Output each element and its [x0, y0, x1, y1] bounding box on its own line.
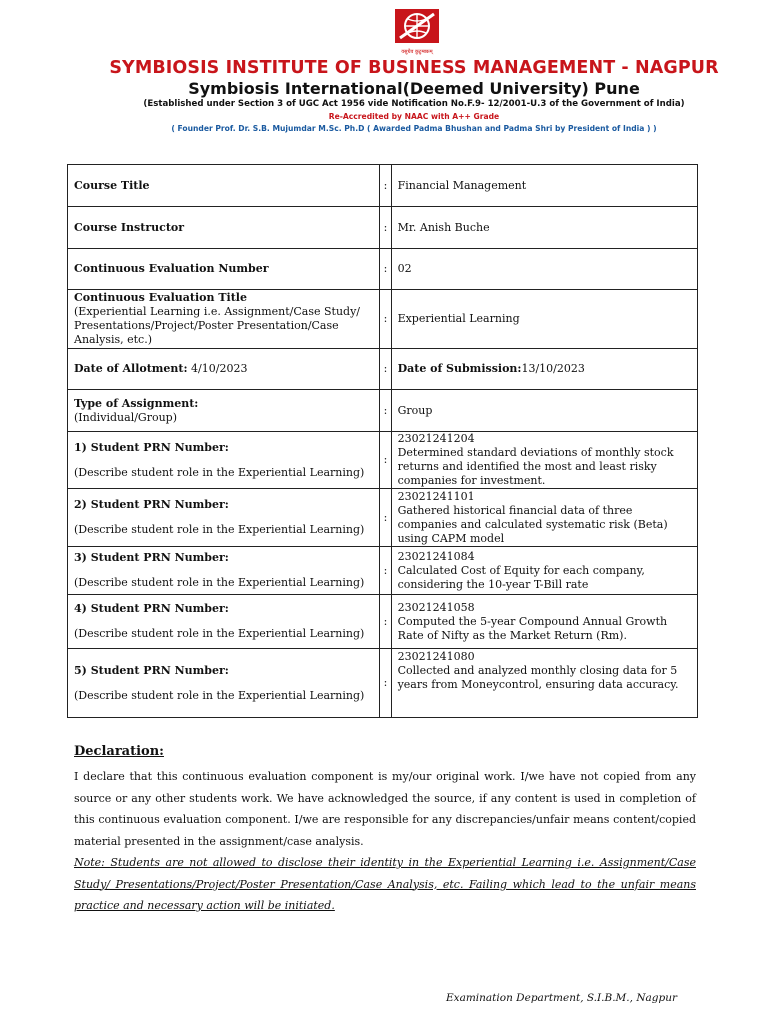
- submission-label: Date of Submission:: [397, 362, 522, 375]
- student-prn-label: 1) Student PRN Number:: [74, 440, 229, 454]
- course-instructor-label: Course Instructor: [74, 220, 185, 234]
- allotment-label: Date of Allotment:: [74, 362, 188, 375]
- course-title-label: Course Title: [74, 178, 150, 192]
- table-row: [68, 349, 698, 390]
- declaration-section: [74, 744, 696, 917]
- student-role-hint: (Describe student role in the Experiential Learning): [74, 465, 365, 479]
- submission-value: 13/10/2023: [521, 362, 585, 375]
- form-label-cell: [68, 390, 380, 432]
- declaration-body: I declare that this continuous evaluation component is my/our original work. I/we have not copied from any source or any other students work. We have acknowledged the source, if any content is used in completion of this continuous evaluation component. I/we are responsible for any discrepancies/unfair means content/copied material presented in the assignment/case analysis.: [74, 770, 696, 848]
- logo-tagline: वसुधैव कुटुम्बकम्: [401, 49, 433, 55]
- course-title-value: Financial Management: [391, 165, 697, 207]
- student-prn: 23021241084: [397, 549, 475, 563]
- course-instructor-value: Mr. Anish Buche: [391, 207, 697, 249]
- ce-title-hint: (Experiential Learning i.e. Assignment/Case Study/ Presentations/Project/Poster Presentation/Case Analysis, etc.): [74, 305, 360, 346]
- student-label-cell: [68, 432, 380, 489]
- student-row: [68, 649, 698, 718]
- table-row: [68, 207, 698, 249]
- table-row: [68, 165, 698, 207]
- symbiosis-logo: [392, 8, 442, 55]
- establishment-note: (Established under Section 3 of UGC Act 1956 vide Notification No.F.9- 12/2001-U.3 of the Government of India): [143, 99, 685, 109]
- student-row: [68, 489, 698, 547]
- ce-number-label: Continuous Evaluation Number: [74, 262, 269, 275]
- separator: :: [380, 432, 391, 489]
- student-role: Gathered historical financial data of three companies and calculated systematic risk (Beta) using CAPM model: [397, 503, 668, 545]
- form-label-cell: [68, 207, 380, 249]
- student-role-hint: (Describe student role in the Experiential Learning): [74, 523, 365, 536]
- ce-number-value: 02: [391, 249, 697, 290]
- separator: :: [380, 165, 391, 207]
- evaluation-form-table: [67, 164, 698, 718]
- university-name: Symbiosis International(Deemed University) Pune: [188, 79, 640, 98]
- separator: :: [380, 207, 391, 249]
- form-label-cell: [68, 249, 380, 290]
- student-row: [68, 547, 698, 595]
- student-label-cell: [68, 489, 380, 547]
- student-label-cell: [68, 595, 380, 649]
- separator: :: [380, 489, 391, 547]
- institute-name: SYMBIOSIS INSTITUTE OF BUSINESS MANAGEMENT - NAGPUR: [109, 58, 719, 78]
- separator: :: [380, 249, 391, 290]
- allotment-cell: [68, 349, 380, 390]
- declaration-title: Declaration:: [74, 744, 164, 759]
- allotment-value: 4/10/2023: [187, 362, 248, 375]
- table-row: [68, 290, 698, 349]
- student-role: Determined standard deviations of monthly stock returns and identified the most and least risky companies for investment.: [397, 446, 674, 487]
- student-role-hint: (Describe student role in the Experiential Learning): [74, 576, 365, 589]
- separator: :: [380, 390, 391, 432]
- assignment-type-value: Group: [391, 390, 697, 432]
- student-label-cell: [68, 547, 380, 595]
- submission-cell: [391, 349, 697, 390]
- separator: :: [380, 290, 391, 349]
- ce-title-value: Experiential Learning: [391, 290, 697, 349]
- table-row: [68, 390, 698, 432]
- student-value-cell: [391, 432, 697, 489]
- student-value-cell: [391, 649, 697, 718]
- student-role-hint: (Describe student role in the Experiential Learning): [74, 627, 365, 640]
- globe-logo-icon: [394, 8, 440, 44]
- separator: :: [380, 595, 391, 649]
- student-prn: 23021241204: [397, 432, 475, 445]
- student-value-cell: [391, 595, 697, 649]
- accreditation-note: Re-Accredited by NAAC with A++ Grade: [328, 112, 500, 121]
- separator: :: [380, 547, 391, 595]
- student-prn-label: 5) Student PRN Number:: [74, 663, 229, 677]
- student-prn: 23021241080: [397, 650, 475, 663]
- student-value-cell: [391, 547, 697, 595]
- student-prn-label: 4) Student PRN Number:: [74, 602, 229, 615]
- student-prn-label: 2) Student PRN Number:: [74, 498, 229, 511]
- student-role: Collected and analyzed monthly closing data for 5 years from Moneycontrol, ensuring data accuracy.: [397, 664, 679, 691]
- separator: :: [380, 649, 391, 718]
- student-role: Computed the 5-year Compound Annual Growth Rate of Nifty as the Market Return (Rm).: [397, 614, 668, 642]
- student-role-hint: (Describe student role in the Experiential Learning): [74, 688, 365, 702]
- ce-title-label: Continuous Evaluation Title: [74, 291, 247, 304]
- student-prn: 23021241058: [397, 600, 475, 614]
- footer-department: Examination Department, S.I.B.M., Nagpur: [446, 992, 677, 1004]
- student-row: [68, 432, 698, 489]
- form-label-cell: [68, 290, 380, 349]
- founder-note: ( Founder Prof. Dr. S.B. Mujumdar M.Sc. Ph.D ( Awarded Padma Bhushan and Padma Shri by President of India ) ): [171, 124, 657, 133]
- form-label-cell: [68, 165, 380, 207]
- student-prn-label: 3) Student PRN Number:: [74, 551, 229, 564]
- assignment-type-label: Type of Assignment:: [74, 396, 199, 410]
- assignment-type-hint: (Individual/Group): [74, 410, 178, 424]
- student-prn: 23021241101: [397, 489, 475, 503]
- table-row: [68, 249, 698, 290]
- student-row: [68, 595, 698, 649]
- student-value-cell: [391, 489, 697, 547]
- student-label-cell: [68, 649, 380, 718]
- separator: :: [380, 349, 391, 390]
- declaration-note: Note: Students are not allowed to disclose their identity in the Experiential Learning i.e. Assignment/Case Study/ Presentations/Project/Poster Presentation/Case Analysis, etc. Failing which lead to the unfair means practice and necessary action will be initiated.: [74, 856, 696, 912]
- student-role: Calculated Cost of Equity for each company, considering the 10-year T-Bill rate: [397, 563, 645, 591]
